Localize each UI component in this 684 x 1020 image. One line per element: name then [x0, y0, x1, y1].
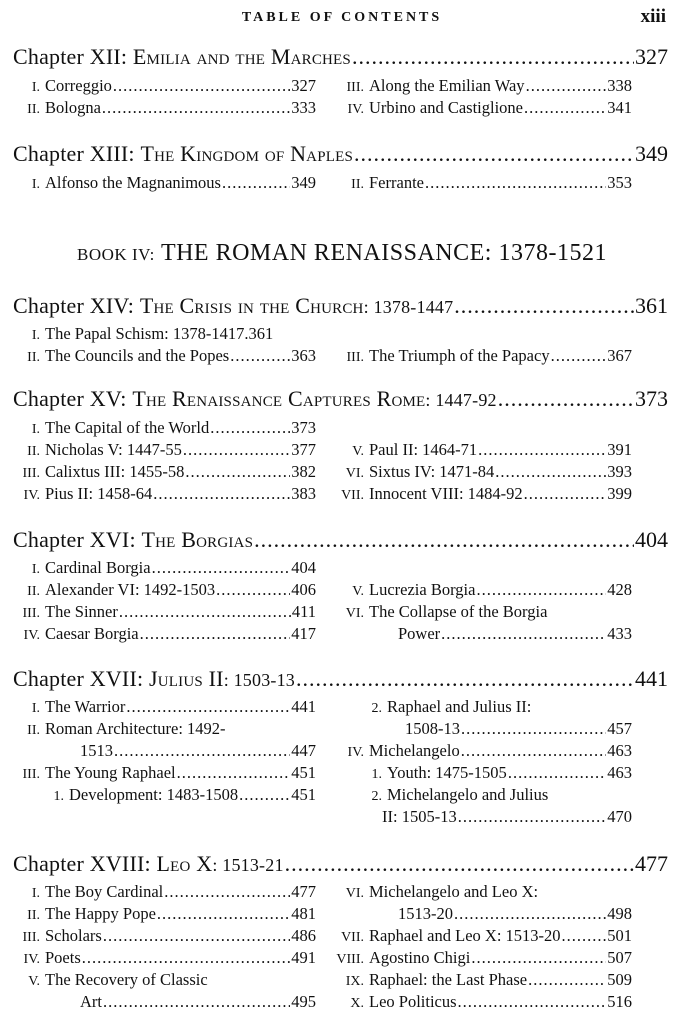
toc-entry: III. Scholars ..... 486	[0, 926, 316, 946]
toc-entry: I. Cardinal Borgia ..... 404	[0, 558, 316, 578]
toc-entry: 1. Development: 1483-1508 ..... 451	[24, 785, 316, 805]
toc-entry: I. The Boy Cardinal ..... 477	[0, 882, 316, 902]
toc-entry: II. Nicholas V: 1447-55 ..... 377	[0, 440, 316, 460]
toc-entry: V. Lucrezia Borgia ..... 428	[324, 580, 632, 600]
toc-entry: III. The Young Raphael ..... 451	[0, 763, 316, 783]
toc-entry: VII. Raphael and Leo X: 1513-20 ..... 501	[324, 926, 632, 946]
chapter-13-heading: Chapter XIII: The Kingdom of Naples ..... 349	[13, 141, 668, 167]
toc-entry: VII. Innocent VIII: 1484-92 ..... 399	[324, 484, 632, 504]
chapter-15-heading: Chapter XV: The Renaissance Captures Rome: 1447-92 ..... 373	[13, 386, 668, 412]
toc-entry: V. Paul II: 1464-71 ..... 391	[324, 440, 632, 460]
chapter-14-heading: Chapter XIV: The Crisis in the Church: 1378-1447 ..... 361	[13, 293, 668, 319]
toc-entry: I. Correggio ..... 327	[0, 76, 316, 96]
toc-entry-continuation: 1513-20 ..... 498	[398, 904, 632, 924]
toc-entry: 1. Youth: 1475-1505 ..... 463	[342, 763, 632, 783]
chapter-16-heading: Chapter XVI: The Borgias ..... 404	[13, 527, 668, 553]
toc-entry: IV. Michelangelo ..... 463	[324, 741, 632, 761]
toc-entry: III. Calixtus III: 1455-58 ..... 382	[0, 462, 316, 482]
toc-entry: IV. Urbino and Castiglione ..... 341	[324, 98, 632, 118]
toc-entry: VI. Michelangelo and Leo X:	[345, 882, 539, 901]
book-heading: BOOK IV: THE ROMAN RENAISSANCE: 1378-1521	[77, 240, 607, 266]
toc-entry: V. The Recovery of Classic	[28, 970, 208, 989]
toc-entry: III. The Sinner ..... 411	[0, 602, 316, 622]
toc-entry: IV. Pius II: 1458-64 ..... 383	[0, 484, 316, 504]
toc-entry-continuation: Power ..... 433	[398, 624, 632, 644]
chapter-12-heading: Chapter XII: Emilia and the Marches ..... 327	[13, 44, 668, 70]
toc-entry: IX. Raphael: the Last Phase ..... 509	[324, 970, 632, 990]
toc-entry: III. The Triumph of the Papacy ..... 367	[324, 346, 632, 366]
toc-entry: X. Leo Politicus ..... 516	[324, 992, 632, 1012]
toc-entry: II. The Happy Pope ..... 481	[0, 904, 316, 924]
toc-entry: II. Ferrante ..... 353	[324, 173, 632, 193]
toc-entry: IV. Poets ..... 491	[0, 948, 316, 968]
toc-entry: II. The Councils and the Popes ..... 363	[0, 346, 316, 366]
toc-entry: VIII. Agostino Chigi ..... 507	[324, 948, 632, 968]
toc-entry: I. The Papal Schism: 1378-1417.361	[31, 324, 274, 343]
toc-entry: II. Roman Architecture: 1492-	[27, 719, 226, 738]
toc-entry: VI. The Collapse of the Borgia	[345, 602, 548, 621]
toc-entry: I. The Warrior ..... 441	[0, 697, 316, 717]
toc-entry-continuation: 1508-13 ..... 457	[405, 719, 632, 739]
toc-entry: VI. Sixtus IV: 1471-84 ..... 393	[324, 462, 632, 482]
toc-entry: II. Bologna ..... 333	[0, 98, 316, 118]
toc-entry: IV. Caesar Borgia ..... 417	[0, 624, 316, 644]
toc-entry: I. Alfonso the Magnanimous ..... 349	[0, 173, 316, 193]
page-number: xiii	[640, 6, 666, 27]
toc-entry-continuation: 1513 ..... 447	[80, 741, 316, 761]
toc-entry: 2. Michelangelo and Julius	[371, 785, 549, 804]
chapter-18-heading: Chapter XVIII: Leo X: 1513-21 ..... 477	[13, 851, 668, 877]
toc-entry-continuation: Art ..... 495	[80, 992, 316, 1012]
toc-entry-continuation: II: 1505-13 ..... 470	[382, 807, 632, 827]
toc-entry: II. Alexander VI: 1492-1503 ..... 406	[0, 580, 316, 600]
running-header: TABLE OF CONTENTS	[241, 10, 443, 25]
toc-entry: I. The Capital of the World ..... 373	[0, 418, 316, 438]
toc-entry: 2. Raphael and Julius II:	[371, 697, 532, 716]
toc-entry: III. Along the Emilian Way ..... 338	[324, 76, 632, 96]
chapter-17-heading: Chapter XVII: Julius II: 1503-13 ..... 441	[13, 666, 668, 692]
